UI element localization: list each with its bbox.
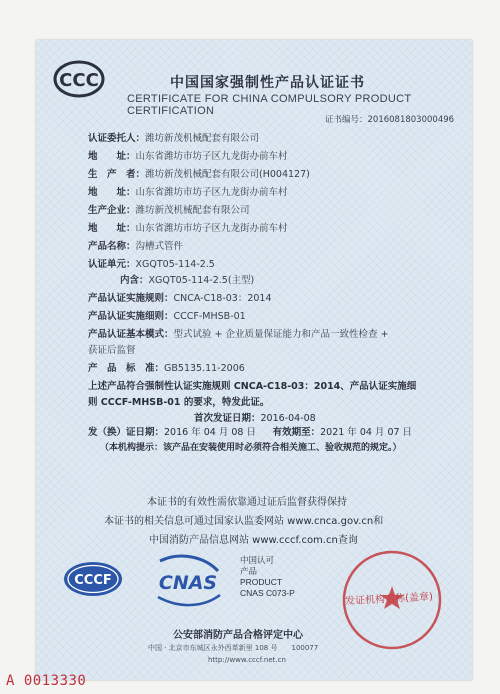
issue-and-expiry: 发（换）证日期：2016 年 04 月 08 日 有效期至：2021 年 04 月 07 日 xyxy=(88,427,413,438)
field-mode: 产品认证基本模式：型式试验 + 企业质量保证能力和产品一致性检查 + xyxy=(88,329,389,340)
field-factory: 生产企业：潍坊新茂机械配套有限公司 xyxy=(88,205,250,216)
svg-text:CCCF: CCCF xyxy=(74,573,112,588)
certificate-number: 证书编号：2016081803000496 xyxy=(325,115,455,125)
serial-number: A 0013330 xyxy=(6,673,87,689)
svg-text:CNAS: CNAS xyxy=(158,572,218,594)
cccf-logo xyxy=(62,560,124,598)
info-line-2: 本证书的相关信息可通过国家认监委网站 www.cnca.gov.cn和 xyxy=(104,516,384,527)
info-line-1: 本证书的有效性需依靠通过证后监督获得保持 xyxy=(147,497,347,508)
info-line-3: 中国消防产品信息网站 www.cccf.com.cn查询 xyxy=(149,535,358,546)
field-standard: 产 品 标 准：GB5135.11-2006 xyxy=(88,363,245,374)
issuer-address: 中国 · 北京市东城区永外西革新里 108 号 100077 xyxy=(148,644,319,652)
statement-line-2: 则 CCCF-MHSB-01 的要求，特发此证。 xyxy=(88,397,270,408)
issuer-name: 公安部消防产品合格评定中心 xyxy=(173,630,303,641)
title-cn: 中国国家强制性产品认证证书 xyxy=(170,75,365,91)
field-product-name: 产品名称：沟槽式管件 xyxy=(88,241,184,252)
first-issue-date: 首次发证日期：2016-04-08 xyxy=(194,413,316,424)
cnas-logo xyxy=(150,553,226,613)
seal-label: 发证机构名称(盖章) xyxy=(344,591,434,608)
title-en: CERTIFICATE FOR CHINA COMPULSORY PRODUCT CERTIFICATION xyxy=(127,93,412,117)
field-factory-address: 地 址：山东省潍坊市坊子区九龙街办前车村 xyxy=(88,223,288,234)
field-detail-rules: 产品认证实施细则：CCCF-MHSB-01 xyxy=(88,311,246,322)
ccc-logo xyxy=(53,60,105,98)
issuer-website: http://www.cccf.net.cn xyxy=(208,656,286,664)
field-mode-continued: 获证后监督 xyxy=(88,345,136,356)
institution-note: （本机构提示：该产品在安装使用时必须符合相关施工、验收规范的规定。） xyxy=(100,443,402,453)
statement-line-1: 上述产品符合强制性认证实施规则 CNCA-C18-03：2014、产品认证实施细 xyxy=(88,381,417,392)
field-manufacturer-address: 地 址：山东省潍坊市坊子区九龙街办前车村 xyxy=(88,187,288,198)
cnas-accreditation-text: 中国认可 产品 PRODUCT CNAS C073-P xyxy=(240,555,295,598)
field-unit: 认证单元：XGQT05-114-2.5 xyxy=(88,259,215,270)
svg-text:CCC: CCC xyxy=(59,70,99,91)
field-rules: 产品认证实施规则：CNCA-C18-03：2014 xyxy=(88,293,272,304)
field-applicant: 认证委托人：潍坊新茂机械配套有限公司 xyxy=(88,133,260,144)
field-applicant-address: 地 址：山东省潍坊市坊子区九龙街办前车村 xyxy=(88,151,288,162)
field-manufacturer: 生 产 者：潍坊新茂机械配套有限公司(H004127) xyxy=(88,169,310,180)
field-contains: 内含：XGQT05-114-2.5(主型) xyxy=(120,275,255,286)
